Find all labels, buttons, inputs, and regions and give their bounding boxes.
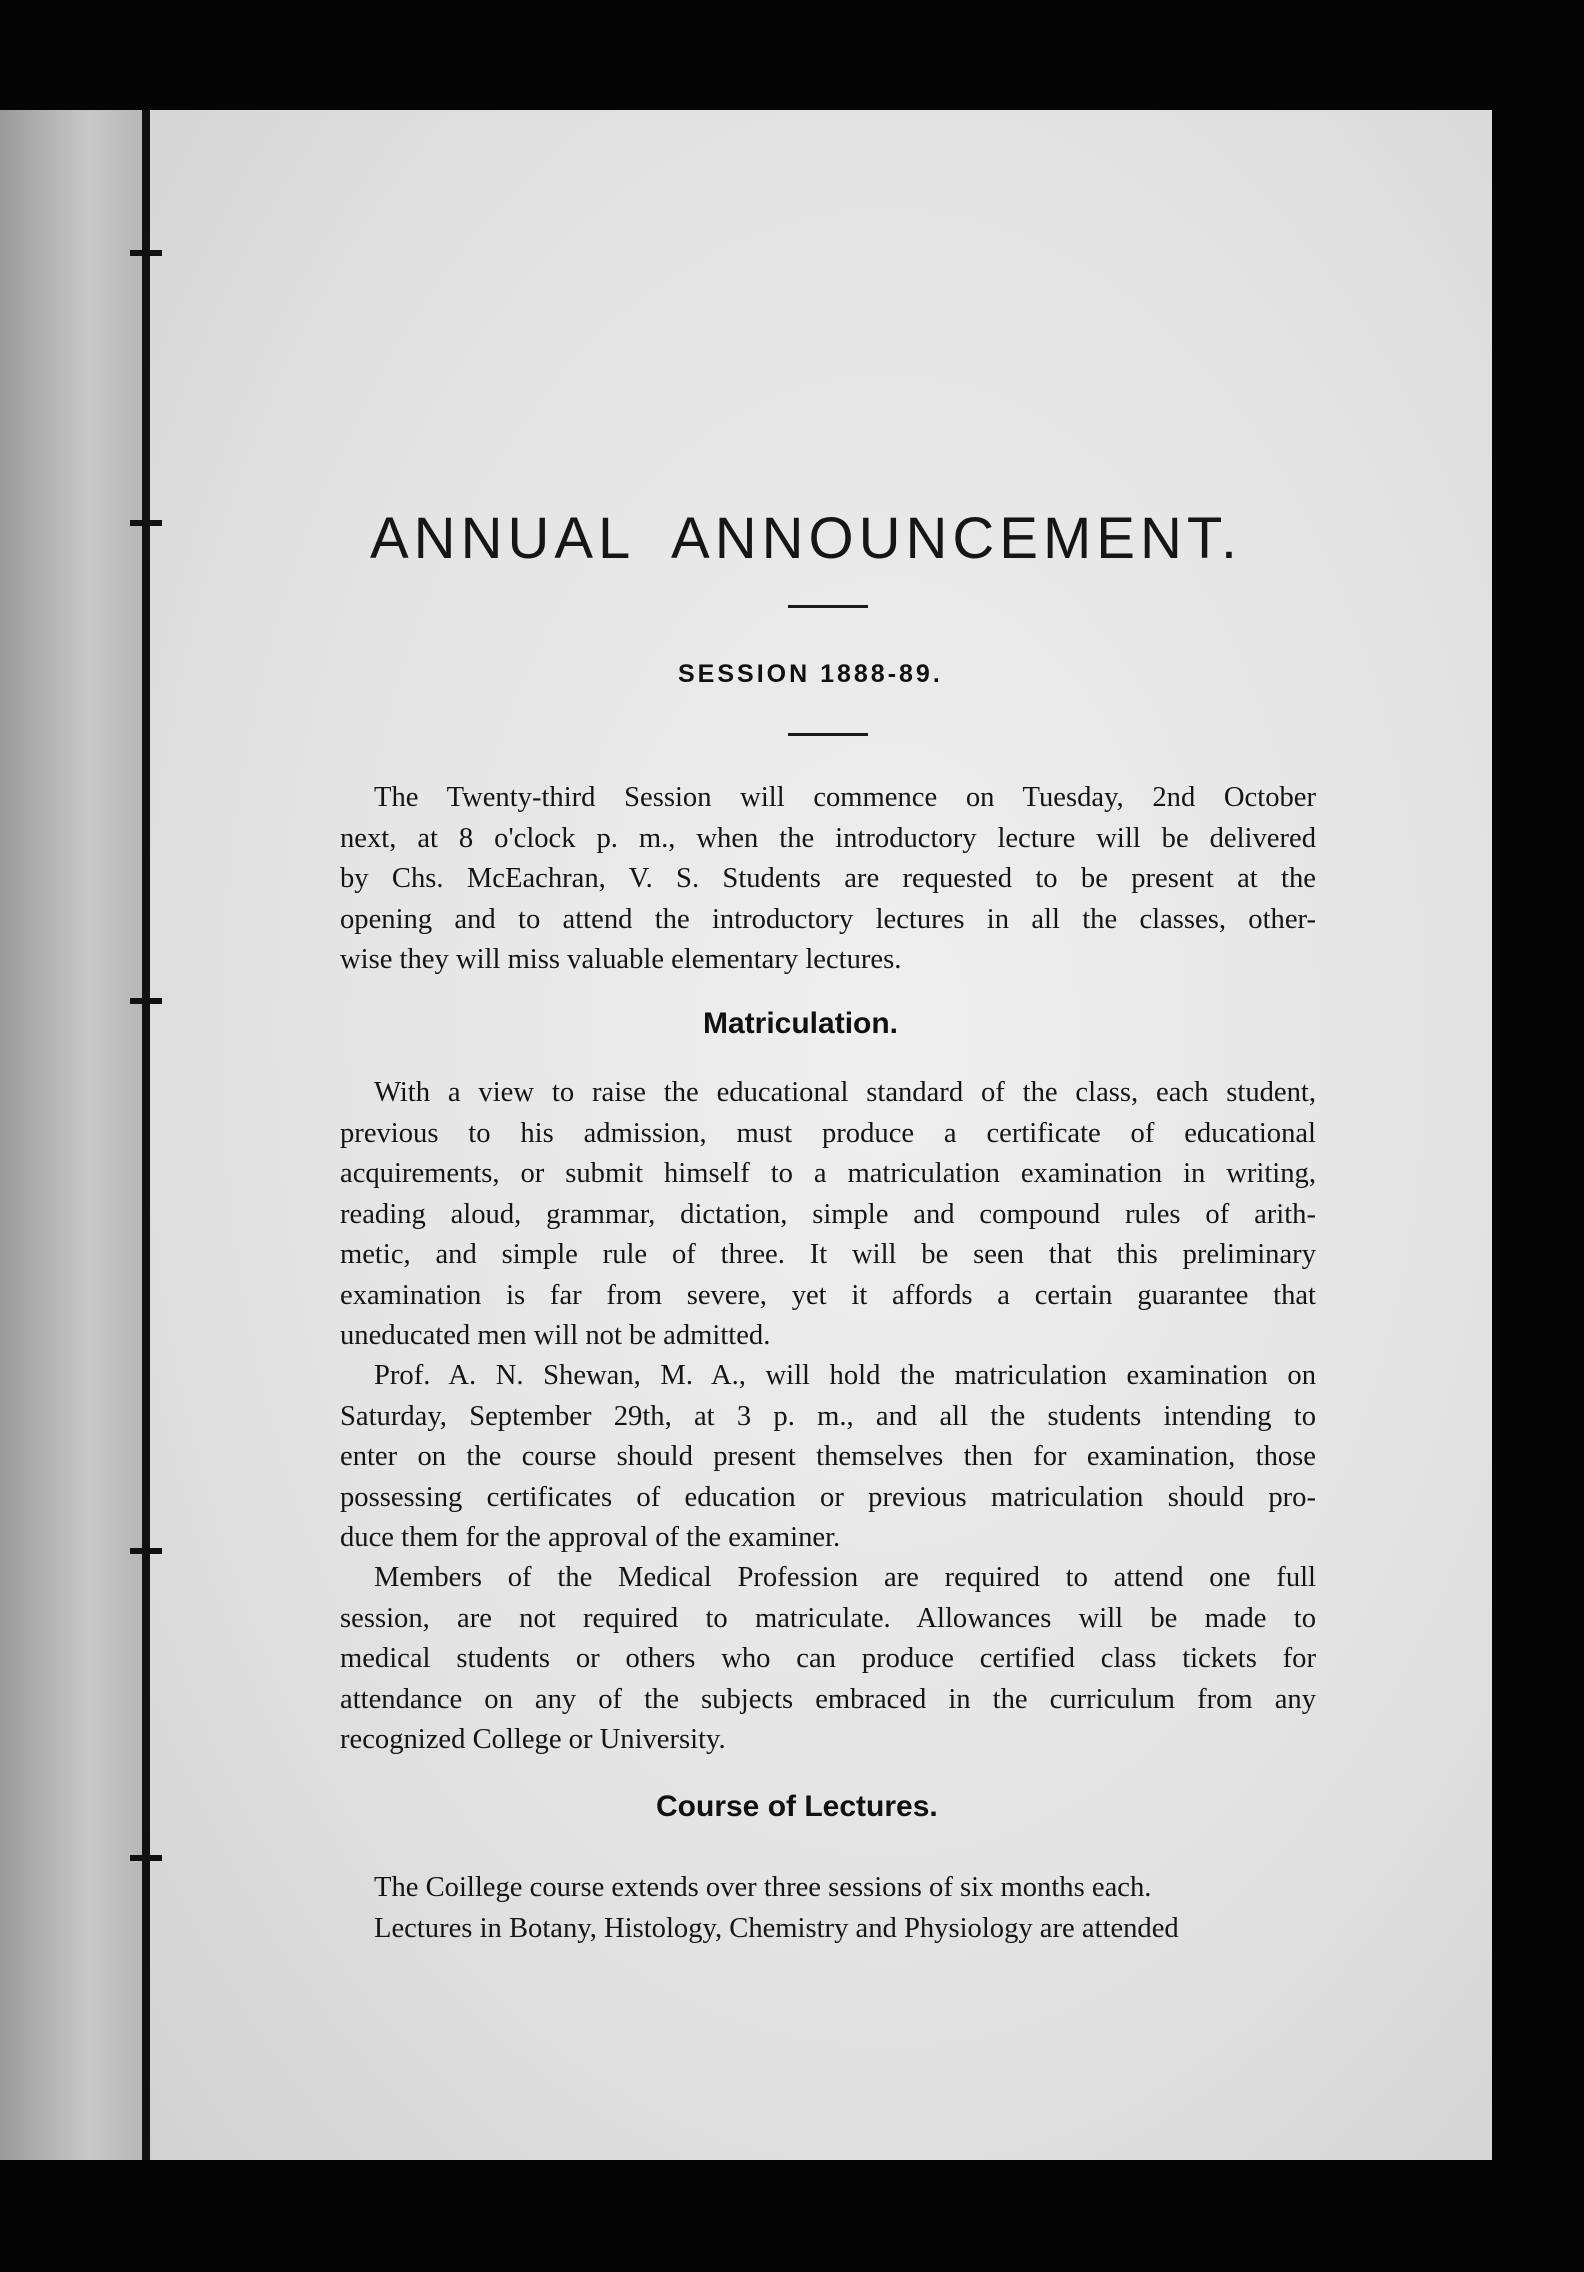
course-paragraph [340,1868,1316,1949]
binding-spine [142,110,150,2160]
text-line: With a view to raise the educational standard of the class, each student, [374,1077,1316,1108]
text-line: wise they will miss valuable elementary lectures. [340,944,902,975]
intro-paragraph [340,778,1316,981]
binding-stitch [130,250,162,256]
matriculation-paragraph-2 [340,1356,1316,1559]
matriculation-paragraph-1 [340,1073,1316,1357]
text-line: Saturday, September 29th, at 3 p. m., and all the students intending to [340,1400,1316,1432]
text-line: acquirements, or submit himself to a matriculation examination in writing, [340,1158,1316,1189]
session-rule [788,733,868,736]
text-line: uneducated men will not be admitted. [340,1320,771,1351]
matriculation-heading: Matriculation. [703,1007,899,1040]
text-line: session, are not required to matriculate. Allowances will be made to [340,1602,1316,1634]
text-line: reading aloud, grammar, dictation, simple and compound rules of arith- [340,1198,1316,1230]
binding-stitch [130,998,162,1004]
text-line: enter on the course should present themselves then for examination, those [340,1441,1316,1472]
text-line: medical students or others who can produce certified class tickets for [340,1643,1316,1674]
facing-page-strip [0,110,148,2160]
text-line: duce them for the approval of the examiner. [340,1522,841,1553]
text-line: recognized College or University. [340,1724,726,1755]
text-line: by Chs. McEachran, V. S. Students are requested to be present at the [340,863,1316,894]
binding-stitch [130,520,162,526]
course-heading: Course of Lectures. [656,1790,938,1823]
text-line: The Twenty-third Session will commence on Tuesday, 2nd October [374,782,1316,813]
text-line: Prof. A. N. Shewan, M. A., will hold the matriculation examination on [374,1360,1316,1391]
text-line: Lectures in Botany, Histology, Chemistry and Physiology are attended [374,1912,1179,1944]
scan-border [1492,0,1584,2272]
text-line: Members of the Medical Profession are required to attend one full [374,1562,1316,1593]
text-line: attendance on any of the subjects embraced in the curriculum from any [340,1683,1316,1715]
binding-stitch [130,1548,162,1554]
text-line: The Coillege course extends over three sessions of six months each. [374,1872,1152,1903]
page-title: ANNUAL ANNOUNCEMENT. [370,506,1242,571]
title-rule [788,605,868,608]
text-line: opening and to attend the introductory lectures in all the classes, other- [340,903,1316,935]
text-line: metic, and simple rule of three. It will be seen that this preliminary [340,1239,1316,1270]
text-line: examination is far from severe, yet it affords a certain guarantee that [340,1279,1316,1311]
binding-stitch [130,1855,162,1861]
matriculation-paragraph-3 [340,1558,1316,1761]
text-line: previous to his admission, must produce a certificate of educational [340,1117,1316,1149]
text-line: next, at 8 o'clock p. m., when the introductory lecture will be delivered [340,822,1316,854]
text-line: possessing certificates of education or previous matriculation should pro- [340,1481,1316,1513]
session-heading: SESSION 1888-89. [678,660,943,688]
